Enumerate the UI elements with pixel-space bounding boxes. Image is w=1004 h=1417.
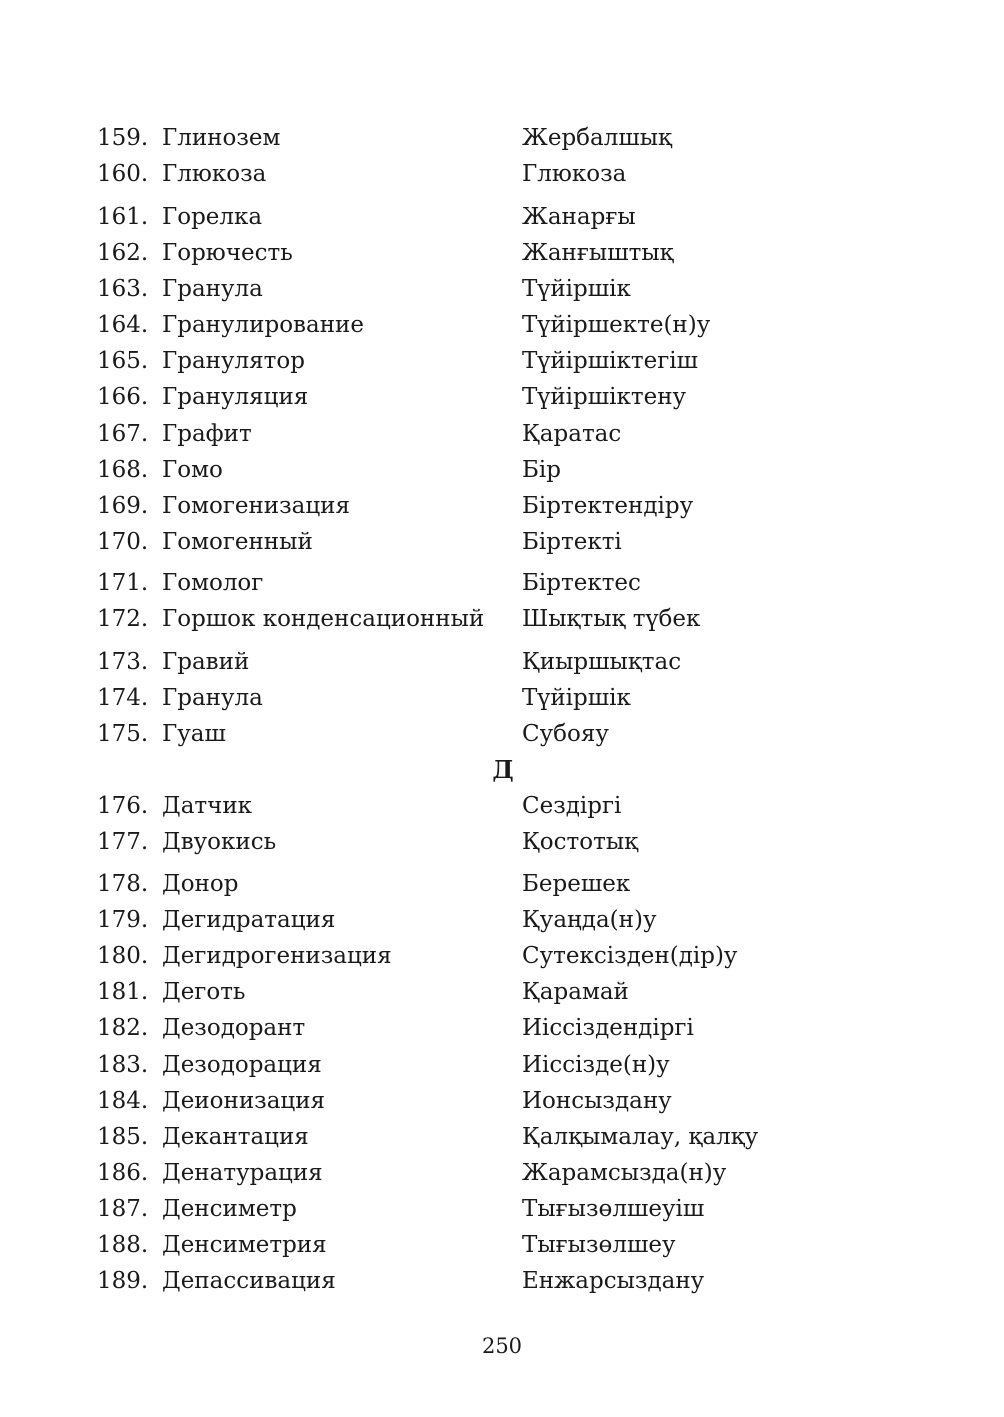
entry-number: 161. (97, 204, 149, 230)
entry-kazakh-term: Түйіршік (522, 276, 631, 302)
entry-number: 173. (97, 649, 149, 675)
entry-number: 180. (97, 943, 149, 969)
entry-number: 162. (97, 240, 149, 266)
entry-russian-term: Денсиметрия (162, 1232, 327, 1258)
page-number: 250 (481, 1334, 523, 1358)
entry-russian-term: Двуокись (162, 829, 277, 855)
entry-number: 181. (97, 979, 149, 1005)
glossary-entry (0, 680, 1004, 716)
entry-kazakh-term: Сездіргі (522, 793, 622, 819)
entry-russian-term: Дегидратация (162, 907, 336, 933)
entry-number: 185. (97, 1124, 149, 1150)
entry-russian-term: Дегидрогенизация (162, 943, 392, 969)
entry-kazakh-term: Түйіршіктегіш (522, 348, 698, 374)
glossary-entry (0, 1263, 1004, 1299)
glossary-entry (0, 1191, 1004, 1227)
entry-kazakh-term: Иіссізде(н)у (522, 1052, 670, 1078)
section-letter: Д (492, 755, 514, 784)
entry-russian-term: Горючесть (162, 240, 293, 266)
glossary-entry (0, 199, 1004, 235)
glossary-entry (0, 866, 1004, 902)
glossary-entry (0, 343, 1004, 379)
entry-number: 159. (97, 125, 149, 151)
entry-kazakh-term: Бір (522, 457, 561, 483)
glossary-entry (0, 1227, 1004, 1263)
entry-russian-term: Графит (162, 421, 252, 447)
entry-number: 188. (97, 1232, 149, 1258)
section-letter-heading (0, 752, 1004, 788)
entry-russian-term: Депассивация (162, 1268, 336, 1294)
entry-number: 167. (97, 421, 149, 447)
entry-kazakh-term: Субояу (522, 721, 609, 747)
entry-kazakh-term: Тығызөлшеу (522, 1232, 676, 1258)
entry-number: 175. (97, 721, 149, 747)
entry-russian-term: Грануляция (162, 384, 309, 410)
glossary-entry (0, 271, 1004, 307)
entry-kazakh-term: Енжарсыздану (522, 1268, 705, 1294)
entry-number: 179. (97, 907, 149, 933)
glossary-entry (0, 379, 1004, 415)
glossary-entry (0, 156, 1004, 192)
glossary-entry (0, 644, 1004, 680)
entry-russian-term: Денатурация (162, 1160, 323, 1186)
glossary-entry (0, 1155, 1004, 1191)
entry-kazakh-term: Жанғыштық (522, 240, 674, 266)
entry-russian-term: Глюкоза (162, 161, 267, 187)
entry-russian-term: Гуаш (162, 721, 226, 747)
entry-kazakh-term: Берешек (522, 871, 631, 897)
entry-russian-term: Горшок конденсационный (162, 606, 485, 632)
entry-number: 183. (97, 1052, 149, 1078)
entry-kazakh-term: Глюкоза (522, 161, 627, 187)
entry-number: 172. (97, 606, 149, 632)
glossary-entry (0, 902, 1004, 938)
glossary-entry (0, 488, 1004, 524)
entry-kazakh-term: Иіссіздендіргі (522, 1015, 694, 1041)
entry-russian-term: Горелка (162, 204, 263, 230)
entry-russian-term: Гомолог (162, 570, 264, 596)
entry-kazakh-term: Түйіршіктену (522, 384, 687, 410)
entry-kazakh-term: Қиыршықтас (522, 649, 682, 675)
entry-russian-term: Гомогенный (162, 529, 313, 555)
entry-kazakh-term: Жанарғы (522, 204, 636, 230)
entry-number: 164. (97, 312, 149, 338)
entry-russian-term: Гранулятор (162, 348, 305, 374)
glossary-entry (0, 1119, 1004, 1155)
entry-number: 174. (97, 685, 149, 711)
glossary-entry (0, 974, 1004, 1010)
entry-number: 169. (97, 493, 149, 519)
glossary-entry (0, 565, 1004, 601)
entry-kazakh-term: Біртектес (522, 570, 641, 596)
entry-kazakh-term: Ионсыздану (522, 1088, 672, 1114)
entry-number: 171. (97, 570, 149, 596)
entry-russian-term: Датчик (162, 793, 253, 819)
entry-number: 187. (97, 1196, 149, 1222)
entry-russian-term: Глинозем (162, 125, 281, 151)
entry-russian-term: Декантация (162, 1124, 309, 1150)
glossary-entry (0, 452, 1004, 488)
entry-number: 166. (97, 384, 149, 410)
entry-number: 170. (97, 529, 149, 555)
glossary-entry (0, 1083, 1004, 1119)
entry-kazakh-term: Түйіршік (522, 685, 631, 711)
entry-russian-term: Гомогенизация (162, 493, 351, 519)
glossary-entry (0, 416, 1004, 452)
entry-russian-term: Дезодорант (162, 1015, 306, 1041)
entry-russian-term: Гранула (162, 685, 263, 711)
entry-kazakh-term: Шықтық түбек (522, 606, 701, 632)
entry-russian-term: Денсиметр (162, 1196, 297, 1222)
entry-number: 176. (97, 793, 149, 819)
entry-kazakh-term: Қалқымалау, қалқу (522, 1124, 759, 1150)
glossary-entry (0, 938, 1004, 974)
entry-kazakh-term: Қаратас (522, 421, 622, 447)
entry-kazakh-term: Жарамсызда(н)у (522, 1160, 727, 1186)
entry-number: 160. (97, 161, 149, 187)
glossary-entry (0, 120, 1004, 156)
glossary-entry (0, 524, 1004, 560)
entry-kazakh-term: Түйіршекте(н)у (522, 312, 711, 338)
entry-russian-term: Донор (162, 871, 239, 897)
entry-kazakh-term: Қостотық (522, 829, 639, 855)
entry-kazakh-term: Біртекті (522, 529, 622, 555)
entry-number: 182. (97, 1015, 149, 1041)
entry-number: 184. (97, 1088, 149, 1114)
entry-number: 163. (97, 276, 149, 302)
entry-russian-term: Дезодорация (162, 1052, 322, 1078)
glossary-entry (0, 1010, 1004, 1046)
glossary-entry (0, 601, 1004, 637)
entry-russian-term: Деионизация (162, 1088, 326, 1114)
entry-kazakh-term: Жербалшық (522, 125, 672, 151)
glossary-entry (0, 788, 1004, 824)
entry-number: 186. (97, 1160, 149, 1186)
entry-number: 168. (97, 457, 149, 483)
glossary-entry (0, 235, 1004, 271)
entry-russian-term: Гравий (162, 649, 250, 675)
glossary-entry (0, 824, 1004, 860)
entry-number: 177. (97, 829, 149, 855)
entry-kazakh-term: Қуаңда(н)у (522, 907, 657, 933)
entry-russian-term: Гранулирование (162, 312, 364, 338)
entry-kazakh-term: Біртектендіру (522, 493, 694, 519)
entry-number: 178. (97, 871, 149, 897)
entry-kazakh-term: Қарамай (522, 979, 629, 1005)
entry-kazakh-term: Тығызөлшеуіш (522, 1196, 705, 1222)
glossary-entry (0, 1047, 1004, 1083)
glossary-entry (0, 716, 1004, 752)
entry-russian-term: Гранула (162, 276, 263, 302)
entry-russian-term: Гомо (162, 457, 223, 483)
entry-russian-term: Деготь (162, 979, 246, 1005)
entry-number: 165. (97, 348, 149, 374)
entry-number: 189. (97, 1268, 149, 1294)
entry-kazakh-term: Сутексізден(дір)у (522, 943, 738, 969)
glossary-entry (0, 307, 1004, 343)
